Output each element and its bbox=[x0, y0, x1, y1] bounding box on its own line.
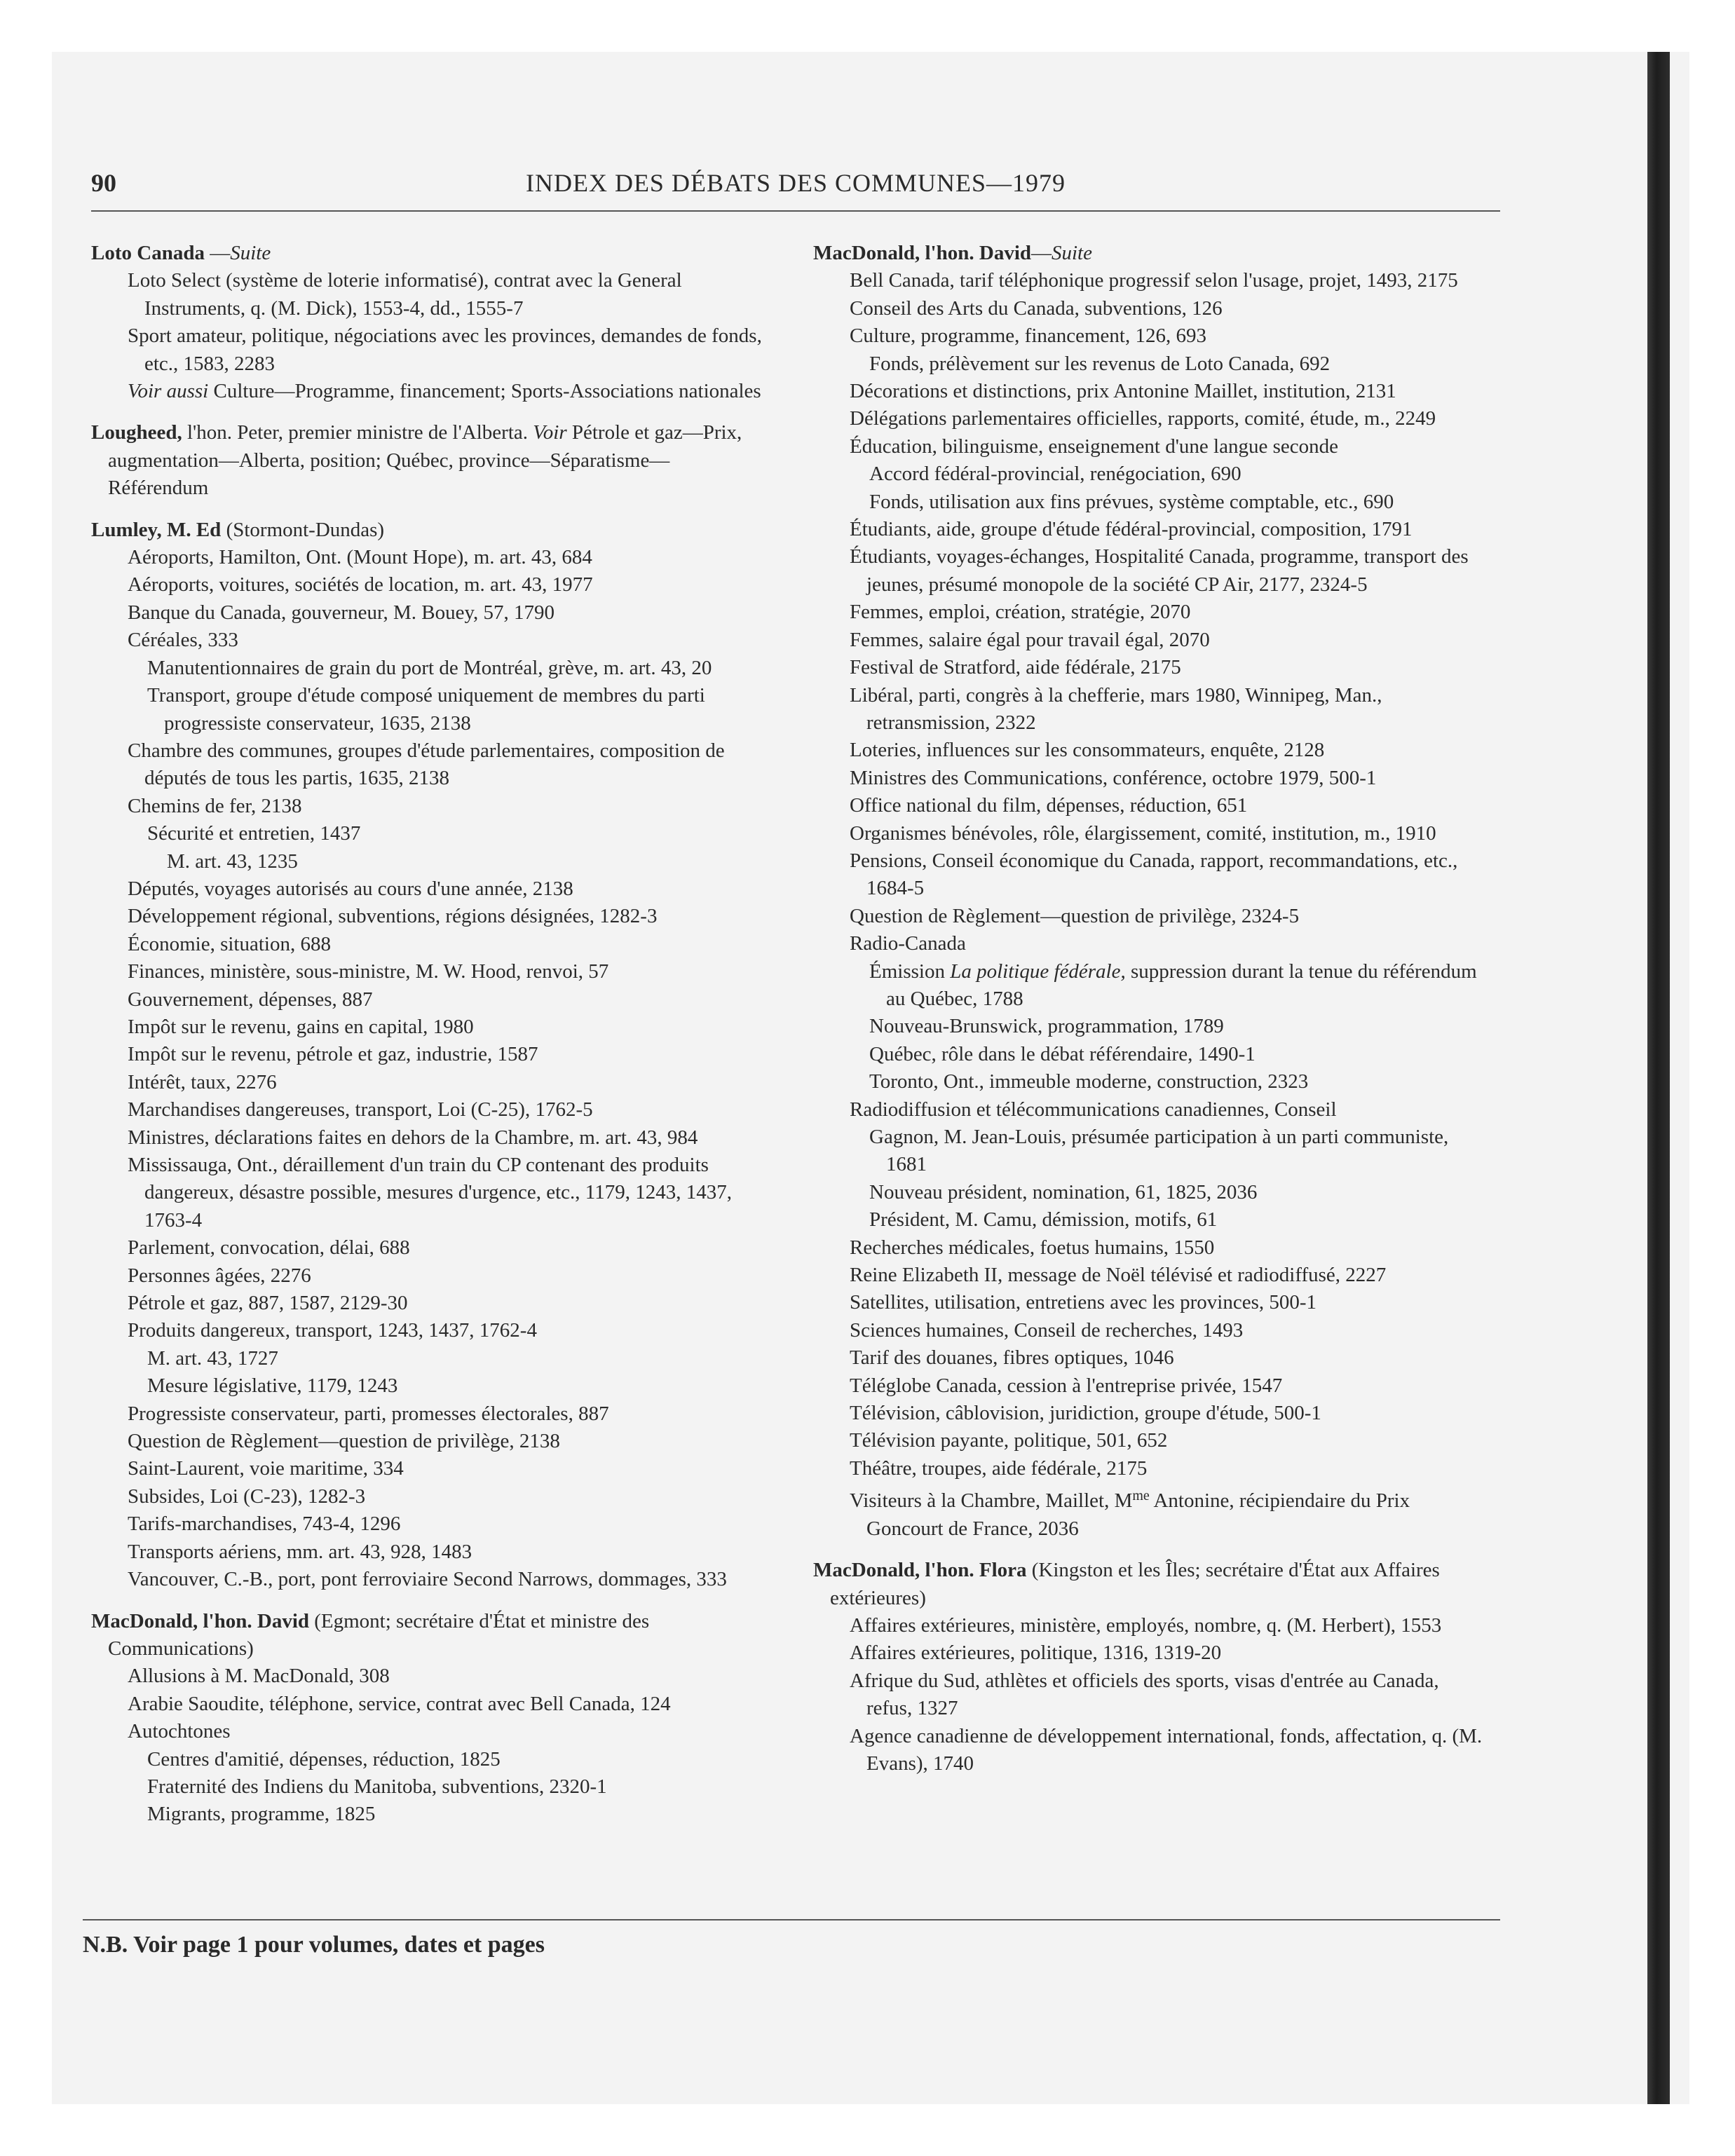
subentry-text: Accord fédéral-provincial, renégociation, 690 bbox=[869, 463, 1241, 486]
subentry-text: Étudiants, voyages-échanges, Hospitalité Canada, programme, transport des jeunes, présumé monopole de la société CP Air, 2177, 2324-5 bbox=[850, 545, 1469, 596]
subentry-text: suppression durant la tenue du référendum au Québec, 1788 bbox=[886, 960, 1477, 1010]
subentry-text: Céréales, 333 bbox=[128, 629, 238, 652]
subentry-text: Affaires extérieures, politique, 1316, 1319-20 bbox=[850, 1642, 1222, 1665]
subentry-text: Intérêt, taux, 2276 bbox=[128, 1070, 277, 1093]
subentry bbox=[91, 1041, 764, 1068]
subentry bbox=[813, 1096, 1486, 1124]
subentry bbox=[813, 1013, 1486, 1040]
subentry bbox=[91, 1746, 764, 1773]
index-entry bbox=[813, 1557, 1486, 1778]
subentry-text: Impôt sur le revenu, gains en capital, 1980 bbox=[128, 1015, 474, 1038]
subentry bbox=[813, 1455, 1486, 1482]
subentry bbox=[813, 1667, 1486, 1723]
right-column bbox=[813, 240, 1486, 1792]
entry-heading-text: (Kingston et les Îles; secrétaire d'État aux Affaires extérieures) bbox=[830, 1559, 1440, 1609]
subentry-text: Gouvernement, dépenses, 887 bbox=[128, 988, 373, 1011]
subentry bbox=[91, 1566, 764, 1593]
entry-heading-text: — bbox=[1031, 242, 1052, 264]
subentry bbox=[91, 1773, 764, 1801]
subentry-text: Nouveau-Brunswick, programmation, 1789 bbox=[869, 1015, 1224, 1038]
subentry-text: Décorations et distinctions, prix Antonine Maillet, institution, 2131 bbox=[850, 380, 1396, 403]
subentry bbox=[813, 820, 1486, 847]
subentry bbox=[91, 599, 764, 627]
subentry-text: Affaires extérieures, ministère, employés, nombre, q. (M. Herbert), 1553 bbox=[850, 1613, 1442, 1637]
subentry bbox=[91, 1096, 764, 1124]
subentry bbox=[91, 820, 764, 847]
entry-heading-text: — bbox=[204, 242, 231, 264]
subentry-text: Office national du film, dépenses, réduction, 651 bbox=[850, 794, 1248, 817]
subentry bbox=[813, 654, 1486, 681]
subentry bbox=[813, 489, 1486, 516]
subentry bbox=[91, 1538, 764, 1566]
subentry-text: Festival de Stratford, aide fédérale, 2175 bbox=[850, 656, 1181, 679]
subentry-text: Satellites, utilisation, entretiens avec les provinces, 500-1 bbox=[850, 1291, 1317, 1314]
left-column bbox=[91, 240, 764, 1843]
entry-heading-text: (Stormont-Dundas) bbox=[221, 518, 385, 541]
subentry-text: Tarif des douanes, fibres optiques, 1046 bbox=[850, 1346, 1174, 1370]
subentry bbox=[91, 1345, 764, 1372]
entry-heading-text: (Egmont; secrétaire d'État et ministre des Communications) bbox=[108, 1609, 650, 1660]
entry-heading bbox=[91, 1608, 764, 1663]
subentry-text: Produits dangereux, transport, 1243, 1437, 1762-4 bbox=[128, 1319, 537, 1342]
subentry bbox=[91, 1400, 764, 1428]
entry-name: MacDonald, l'hon. Flora bbox=[813, 1559, 1027, 1582]
subentry-text: Pensions, Conseil économique du Canada, rapport, recommandations, etc., 1684-5 bbox=[850, 849, 1458, 900]
subentry bbox=[91, 848, 764, 875]
subentry bbox=[813, 1234, 1486, 1262]
subentry-text: Loteries, influences sur les consommateurs, enquête, 2128 bbox=[850, 739, 1325, 762]
subentry-text: Afrique du Sud, athlètes et officiels des sports, visas d'entrée au Canada, refus, 1327 bbox=[850, 1669, 1439, 1720]
subentry-text: Développement régional, subventions, régions désignées, 1282-3 bbox=[128, 905, 658, 928]
subentry-text: Migrants, programme, 1825 bbox=[147, 1803, 376, 1826]
subentry bbox=[813, 737, 1486, 764]
entry-heading-text: l'hon. Peter, premier ministre de l'Alberta. bbox=[182, 421, 533, 444]
subentry-text: Président, M. Camu, démission, motifs, 61 bbox=[869, 1208, 1218, 1231]
subentry bbox=[91, 1069, 764, 1096]
subentry bbox=[91, 1317, 764, 1344]
subentry-text: Antonine, récipiendaire du Prix Goncourt de France, 2036 bbox=[866, 1489, 1410, 1540]
subentry-text: Téléglobe Canada, cession à l'entreprise privée, 1547 bbox=[850, 1374, 1283, 1397]
subentry-text: Transports aériens, mm. art. 43, 928, 1483 bbox=[128, 1540, 472, 1563]
subentry bbox=[91, 986, 764, 1014]
subentry bbox=[813, 543, 1486, 599]
see-also: Voir aussi bbox=[128, 380, 209, 403]
subentry-text: Loto Select (système de loterie informatisé), contrat avec la General Instruments, q. (M. Dick), 1553-4, dd., 1555-7 bbox=[128, 269, 682, 320]
subentry-text: Éducation, bilinguisme, enseignement d'une langue seconde bbox=[850, 435, 1339, 458]
subentry bbox=[91, 1124, 764, 1152]
footer-note: N.B. Voir page 1 pour volumes, dates et pages bbox=[83, 1932, 545, 1958]
subentry bbox=[813, 405, 1486, 432]
subentry-text: Femmes, emploi, création, stratégie, 2070 bbox=[850, 601, 1191, 624]
subentry-text: Télévision payante, politique, 501, 652 bbox=[850, 1429, 1168, 1452]
subentry-text: Banque du Canada, gouverneur, M. Bouey, 57, 1790 bbox=[128, 601, 555, 624]
subentry-text: Recherches médicales, foetus humains, 1550 bbox=[850, 1236, 1215, 1259]
subentry bbox=[813, 1344, 1486, 1372]
subentry-text: Ministres des Communications, conférence, octobre 1979, 500-1 bbox=[850, 766, 1377, 789]
subentry bbox=[91, 655, 764, 682]
subentry-text: M. art. 43, 1235 bbox=[167, 850, 298, 873]
subentry bbox=[813, 1612, 1486, 1639]
subentry bbox=[813, 930, 1486, 957]
subentry-text: Aéroports, Hamilton, Ont. (Mount Hope), m. art. 43, 684 bbox=[128, 546, 592, 569]
subentry bbox=[813, 1124, 1486, 1179]
subentry-text: Reine Elizabeth II, message de Noël télévisé et radiodiffusé, 2227 bbox=[850, 1264, 1387, 1287]
subentry-text: Gagnon, M. Jean-Louis, présumée participation à un parti communiste, 1681 bbox=[869, 1126, 1449, 1176]
subentry bbox=[813, 516, 1486, 543]
subentry-text: Radiodiffusion et télécommunications canadiennes, Conseil bbox=[850, 1098, 1337, 1121]
subentry-text: Sport amateur, politique, négociations avec les provinces, demandes de fonds, etc., 1583, 2283 bbox=[128, 325, 762, 375]
subentry bbox=[813, 765, 1486, 792]
subentry bbox=[91, 1691, 764, 1718]
subentry-text: Aéroports, voitures, sociétés de location, m. art. 43, 1977 bbox=[128, 573, 593, 596]
subentry-text: Femmes, salaire égal pour travail égal, 2070 bbox=[850, 628, 1210, 651]
entry-name: MacDonald, l'hon. David bbox=[813, 242, 1031, 264]
subentry bbox=[813, 1068, 1486, 1096]
subentry bbox=[91, 1510, 764, 1538]
entry-heading bbox=[91, 240, 764, 267]
subentry bbox=[91, 544, 764, 571]
subentry-text: Toronto, Ont., immeuble moderne, construction, 2323 bbox=[869, 1070, 1309, 1093]
subentry-text: Autochtones bbox=[128, 1720, 231, 1743]
subentry bbox=[813, 1639, 1486, 1667]
subentry bbox=[813, 792, 1486, 819]
subentry bbox=[813, 1206, 1486, 1234]
subentry-text: Marchandises dangereuses, transport, Loi (C-25), 1762-5 bbox=[128, 1098, 593, 1121]
superscript: me bbox=[1132, 1488, 1150, 1504]
subentry bbox=[813, 433, 1486, 460]
subentry-text: Québec, rôle dans le débat référendaire, 1490-1 bbox=[869, 1042, 1256, 1065]
subentry-text: Radio-Canada bbox=[850, 932, 966, 955]
subentry bbox=[91, 1428, 764, 1455]
subentry-text: Arabie Saoudite, téléphone, service, contrat avec Bell Canada, 124 bbox=[128, 1692, 671, 1715]
entry-see: Voir bbox=[533, 421, 567, 444]
subentry bbox=[813, 295, 1486, 322]
subentry-text: Mesure législative, 1179, 1243 bbox=[147, 1374, 398, 1398]
subentry bbox=[91, 1801, 764, 1828]
subentry bbox=[91, 1262, 764, 1290]
subentry-text: Impôt sur le revenu, pétrole et gaz, industrie, 1587 bbox=[128, 1043, 538, 1066]
subentry bbox=[91, 1152, 764, 1234]
entry-heading bbox=[91, 517, 764, 544]
index-entry bbox=[813, 240, 1486, 1543]
subentry-text: Fraternité des Indiens du Manitoba, subventions, 2320-1 bbox=[147, 1775, 607, 1798]
subentry-text: Libéral, parti, congrès à la chefferie, mars 1980, Winnipeg, Man., retransmission, 2322 bbox=[850, 683, 1382, 734]
subentry-text: Ministres, déclarations faites en dehors de la Chambre, m. art. 43, 984 bbox=[128, 1126, 698, 1149]
subentry bbox=[91, 378, 764, 405]
entry-continued: Suite bbox=[1052, 242, 1092, 264]
subentry-text: Pétrole et gaz, 887, 1587, 2129-30 bbox=[128, 1292, 408, 1315]
subentry bbox=[813, 267, 1486, 294]
index-entry bbox=[91, 517, 764, 1594]
subentry-text: Économie, situation, 688 bbox=[128, 932, 331, 955]
subentry bbox=[91, 737, 764, 793]
subentry bbox=[91, 1234, 764, 1262]
subentry-text: Finances, ministère, sous-ministre, M. W. Hood, renvoi, 57 bbox=[128, 960, 609, 983]
subentry-text: Députés, voyages autorisés au cours d'une année, 2138 bbox=[128, 877, 573, 900]
subentry-text: Parlement, convocation, délai, 688 bbox=[128, 1236, 410, 1260]
subentry bbox=[813, 1482, 1486, 1543]
subentry-text: Question de Règlement—question de privilège, 2138 bbox=[128, 1430, 560, 1453]
entry-heading bbox=[813, 240, 1486, 267]
entry-continued: Suite bbox=[230, 242, 271, 264]
subentry bbox=[91, 931, 764, 958]
subentry-text: Transport, groupe d'étude composé uniquement de membres du parti progressiste conservateur, 1635, 2138 bbox=[147, 684, 705, 735]
subentry bbox=[91, 1455, 764, 1482]
subentry-text: Chemins de fer, 2138 bbox=[128, 794, 302, 817]
subentry bbox=[91, 682, 764, 737]
subentry bbox=[813, 460, 1486, 488]
subentry bbox=[91, 903, 764, 930]
index-entry bbox=[91, 419, 764, 502]
footer-rule bbox=[83, 1919, 1500, 1920]
subentry bbox=[91, 267, 764, 322]
subentry-text: Nouveau président, nomination, 61, 1825, 2036 bbox=[869, 1180, 1258, 1203]
subentry bbox=[813, 847, 1486, 903]
subentry bbox=[91, 958, 764, 985]
subentry bbox=[813, 1400, 1486, 1427]
entry-heading bbox=[813, 1557, 1486, 1612]
entry-name: MacDonald, l'hon. David bbox=[91, 1609, 309, 1632]
subentry-text: Mississauga, Ont., déraillement d'un train du CP contenant des produits dangereux, désastre possible, mesures d'urgence, etc., 1179, 1243, 1437, 1763-4 bbox=[128, 1154, 732, 1231]
page-header bbox=[91, 168, 1500, 210]
subentry-title: La politique fédérale, bbox=[950, 960, 1126, 983]
running-title: INDEX DES DÉBATS DES COMMUNES—1979 bbox=[525, 169, 1066, 197]
subentry-text: Délégations parlementaires officielles, rapports, comité, étude, m., 2249 bbox=[850, 407, 1436, 430]
binding-edge-shadow bbox=[1647, 52, 1670, 2104]
entry-name: Lougheed, bbox=[91, 421, 182, 444]
subentry bbox=[813, 1317, 1486, 1344]
subentry-text: Théâtre, troupes, aide fédérale, 2175 bbox=[850, 1456, 1148, 1480]
subentry bbox=[813, 1041, 1486, 1068]
subentry bbox=[91, 1718, 764, 1745]
subentry-text: Fonds, utilisation aux fins prévues, système comptable, etc., 690 bbox=[869, 490, 1394, 513]
subentry-text: Agence canadienne de développement international, fonds, affectation, q. (M. Evans), 1740 bbox=[850, 1724, 1483, 1775]
subentry bbox=[813, 1289, 1486, 1316]
header-rule bbox=[91, 210, 1500, 212]
subentry-text: Progressiste conservateur, parti, promesses électorales, 887 bbox=[128, 1402, 609, 1425]
subentry-text: Question de Règlement—question de privilège, 2324-5 bbox=[850, 904, 1300, 927]
subentry-text: Vancouver, C.-B., port, pont ferroviaire Second Narrows, dommages, 333 bbox=[128, 1568, 727, 1591]
entry-heading bbox=[91, 419, 764, 502]
subentry-text: M. art. 43, 1727 bbox=[147, 1346, 278, 1370]
subentry-text: Tarifs-marchandises, 743-4, 1296 bbox=[128, 1513, 401, 1536]
subentry-text: Émission bbox=[869, 960, 951, 983]
subentry-text: Télévision, câblovision, juridiction, groupe d'étude, 500-1 bbox=[850, 1402, 1321, 1425]
subentry bbox=[813, 1262, 1486, 1289]
subentry-text: Saint-Laurent, voie maritime, 334 bbox=[128, 1457, 404, 1480]
subentry bbox=[813, 627, 1486, 654]
subentry-text: Sécurité et entretien, 1437 bbox=[147, 822, 361, 845]
subentry-text: Culture—Programme, financement; Sports-Associations nationales bbox=[208, 380, 761, 403]
subentry-text: Bell Canada, tarif téléphonique progressif selon l'usage, projet, 1493, 2175 bbox=[850, 269, 1458, 292]
subentry-text: Visiteurs à la Chambre, Maillet, M bbox=[850, 1489, 1133, 1513]
subentry bbox=[813, 599, 1486, 626]
subentry bbox=[91, 571, 764, 599]
subentry bbox=[813, 350, 1486, 378]
subentry-text: Chambre des communes, groupes d'étude parlementaires, composition de députés de tous les partis, 1635, 2138 bbox=[128, 739, 725, 790]
subentry bbox=[813, 1179, 1486, 1206]
subentry bbox=[813, 903, 1486, 930]
subentry bbox=[91, 1483, 764, 1510]
entry-name: Loto Canada bbox=[91, 242, 205, 264]
subentry bbox=[91, 1290, 764, 1317]
subentry-text: Manutentionnaires de grain du port de Montréal, grève, m. art. 43, 20 bbox=[147, 656, 712, 679]
subentry bbox=[91, 1663, 764, 1690]
subentry bbox=[813, 378, 1486, 405]
subentry bbox=[91, 793, 764, 820]
subentry-text: Culture, programme, financement, 126, 693 bbox=[850, 325, 1206, 348]
subentry-text: Conseil des Arts du Canada, subventions, 126 bbox=[850, 296, 1223, 320]
subentry bbox=[813, 322, 1486, 350]
subentry-text: Centres d'amitié, dépenses, réduction, 1825 bbox=[147, 1747, 501, 1770]
page-number: 90 bbox=[91, 169, 116, 197]
subentry bbox=[813, 682, 1486, 737]
subentry-text: Personnes âgées, 2276 bbox=[128, 1264, 311, 1287]
subentry-text: Fonds, prélèvement sur les revenus de Loto Canada, 692 bbox=[869, 352, 1331, 375]
subentry bbox=[813, 1372, 1486, 1400]
subentry bbox=[813, 1723, 1486, 1778]
subentry-text: Allusions à M. MacDonald, 308 bbox=[128, 1665, 390, 1688]
subentry bbox=[91, 1014, 764, 1041]
subentry-text: Subsides, Loi (C-23), 1282-3 bbox=[128, 1485, 366, 1508]
subentry bbox=[91, 1372, 764, 1400]
index-entry bbox=[91, 1608, 764, 1829]
entry-heading-text: Pétrole et gaz—Prix, augmentation—Alberta, position; Québec, province—Séparatisme—Référendum bbox=[108, 421, 742, 500]
subentry bbox=[91, 322, 764, 378]
subentry bbox=[813, 1427, 1486, 1454]
index-entry bbox=[91, 240, 764, 405]
subentry-text: Étudiants, aide, groupe d'étude fédéral-provincial, composition, 1791 bbox=[850, 518, 1413, 541]
subentry bbox=[91, 875, 764, 903]
subentry bbox=[813, 958, 1486, 1014]
subentry bbox=[91, 627, 764, 654]
subentry-text: Sciences humaines, Conseil de recherches, 1493 bbox=[850, 1318, 1244, 1342]
entry-name: Lumley, M. Ed bbox=[91, 518, 222, 541]
subentry-text: Organismes bénévoles, rôle, élargissement, comité, institution, m., 1910 bbox=[850, 821, 1436, 845]
